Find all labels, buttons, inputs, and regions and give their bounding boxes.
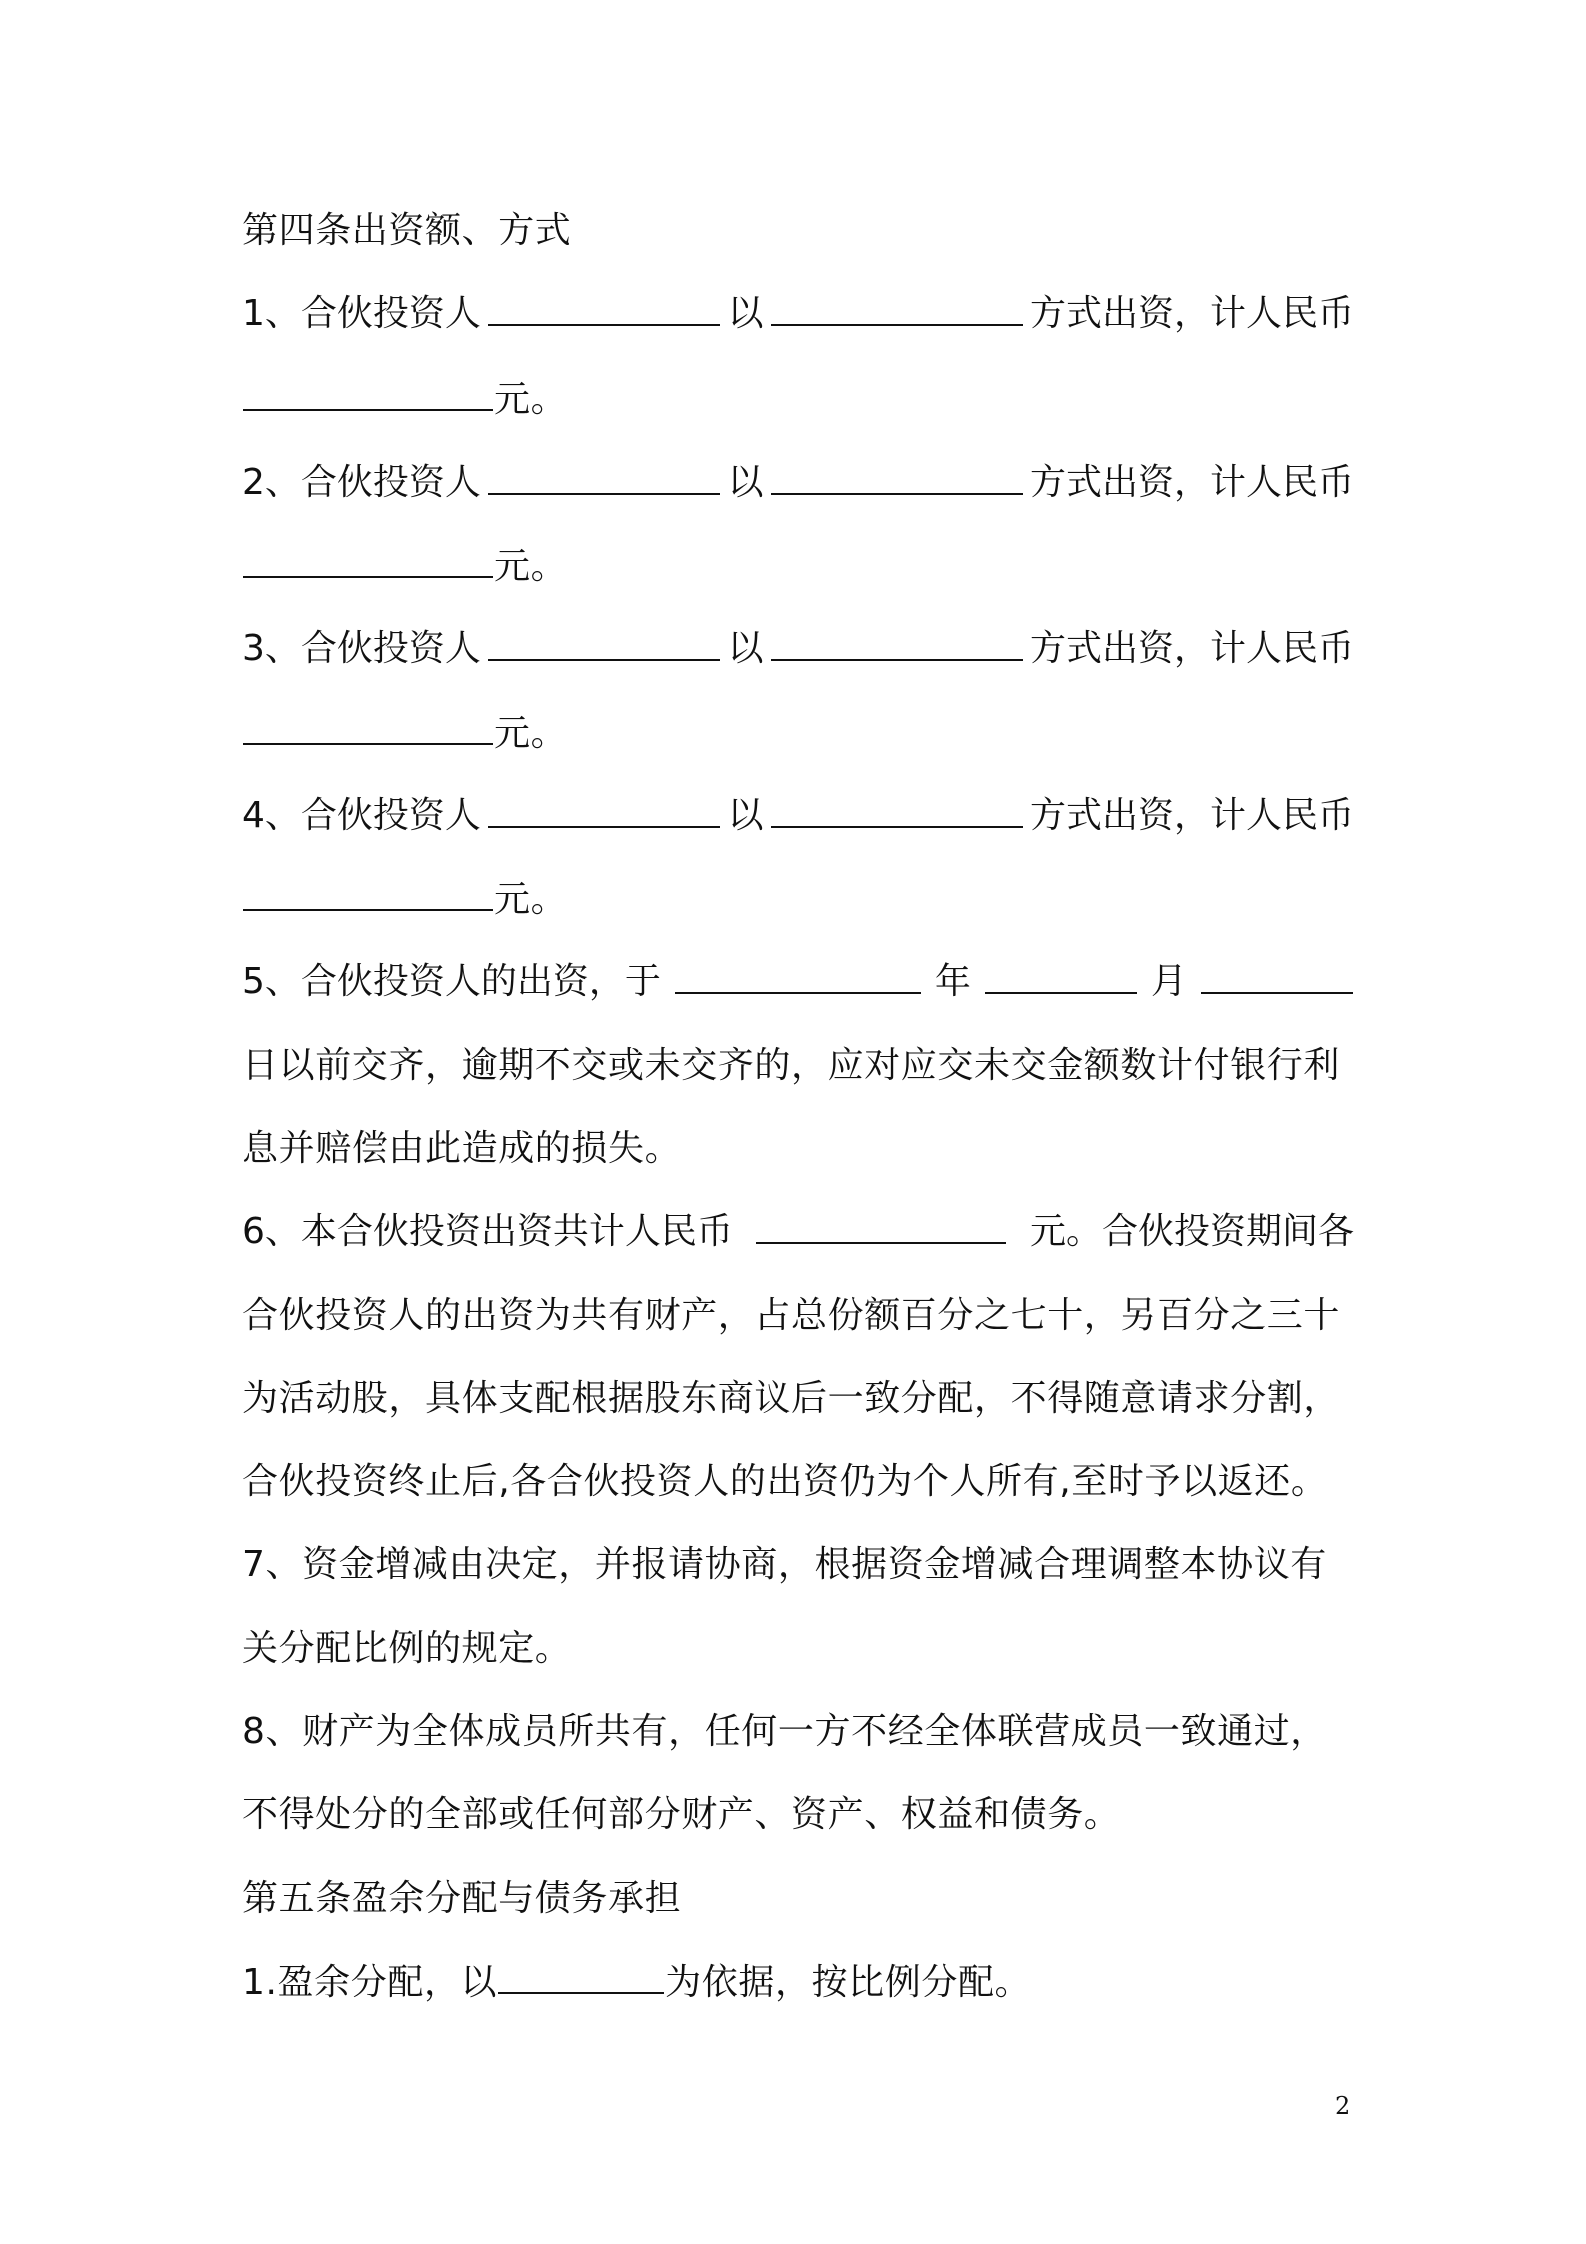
amount-blank-2[interactable] (243, 542, 493, 578)
item-1-mid: 以 (727, 293, 764, 334)
item-6-prefix: 6、本合伙投资出资共计人民币 (242, 1211, 733, 1252)
item-1-prefix: 1、合伙投资人 (242, 293, 481, 334)
item-6-suffix: 元。合伙投资期间各 (1029, 1211, 1354, 1252)
item-1-suffix: 方式出资，计人民币 (1029, 293, 1354, 334)
item-6-line-3: 为活动股，具体支配根据股东商议后一致分配，不得随意请求分割， (242, 1378, 1341, 1419)
contribution-item-2 (242, 459, 1354, 507)
contribution-item-5 (242, 958, 1354, 1006)
month-blank[interactable] (985, 958, 1137, 994)
item-3-suffix: 方式出资，计人民币 (1029, 628, 1354, 669)
item-6-line-4: 合伙投资终止后,各合伙投资人的出资仍为个人所有,至时予以返还。 (242, 1461, 1328, 1502)
investor-name-blank-3[interactable] (488, 625, 720, 661)
investor-name-blank-2[interactable] (488, 459, 720, 495)
item-5-prefix: 5、合伙投资人的出资，于 (242, 961, 661, 1002)
amount-blank-3[interactable] (243, 709, 493, 745)
item-8-line-1: 8、财产为全体成员所共有，任何一方不经全体联营成员一致通过， (242, 1711, 1327, 1752)
item-4-mid: 以 (727, 795, 764, 836)
section5-item-1-suffix: 为依据，按比例分配。 (665, 1962, 1032, 2003)
year-blank[interactable] (675, 958, 921, 994)
item-2-tail: 元。 (494, 546, 568, 587)
section-heading-5: 第五条盈余分配与债务承担 (242, 1878, 682, 1919)
item-8-line-2: 不得处分的全部或任何部分财产、资产、权益和债务。 (242, 1794, 1121, 1835)
total-amount-blank[interactable] (756, 1208, 1006, 1244)
method-blank-2[interactable] (771, 459, 1023, 495)
item-6-line-2: 合伙投资人的出资为共有财产，占总份额百分之七十，另百分之三十 (242, 1295, 1341, 1336)
method-blank-1[interactable] (771, 290, 1023, 326)
amount-blank-4[interactable] (243, 875, 493, 911)
contribution-item-3-amount (242, 709, 567, 757)
method-blank-4[interactable] (771, 792, 1023, 828)
item-1-tail: 元。 (494, 379, 568, 420)
contribution-item-6 (242, 1208, 1354, 1256)
contribution-item-2-amount (242, 542, 567, 590)
contribution-item-3 (242, 625, 1354, 673)
day-blank[interactable] (1201, 958, 1353, 994)
section-heading-4: 第四条出资额、方式 (242, 210, 572, 251)
page-number: 2 (1335, 2092, 1351, 2120)
amount-blank-1[interactable] (243, 375, 493, 411)
item-5-year: 年 (934, 961, 971, 1002)
item-3-mid: 以 (727, 628, 764, 669)
item-5-month: 月 (1150, 961, 1187, 1002)
item-2-suffix: 方式出资，计人民币 (1029, 462, 1354, 503)
contribution-item-1 (242, 290, 1354, 338)
item-4-tail: 元。 (494, 879, 568, 920)
item-3-prefix: 3、合伙投资人 (242, 628, 481, 669)
section5-item-1-prefix: 1.盈余分配，以 (242, 1962, 498, 2003)
item-4-prefix: 4、合伙投资人 (242, 795, 481, 836)
investor-name-blank-1[interactable] (488, 290, 720, 326)
item-2-mid: 以 (727, 462, 764, 503)
item-3-tail: 元。 (494, 713, 568, 754)
item-7-line-2: 关分配比例的规定。 (242, 1628, 572, 1669)
item-5-line-2: 日以前交齐，逾期不交或未交齐的，应对应交未交金额数计付银行利 (242, 1045, 1341, 1086)
item-4-suffix: 方式出资，计人民币 (1029, 795, 1354, 836)
contribution-item-4 (242, 792, 1354, 840)
profit-distribution-item-1 (242, 1958, 1031, 2006)
item-7-line-1: 7、资金增减由决定，并报请协商，根据资金增减合理调整本协议有 (242, 1544, 1327, 1585)
item-5-line-3: 息并赔偿由此造成的损失。 (242, 1128, 682, 1169)
distribution-basis-blank[interactable] (498, 1958, 664, 1994)
item-2-prefix: 2、合伙投资人 (242, 462, 481, 503)
investor-name-blank-4[interactable] (488, 792, 720, 828)
contribution-item-4-amount (242, 875, 567, 923)
method-blank-3[interactable] (771, 625, 1023, 661)
contribution-item-1-amount (242, 375, 567, 423)
